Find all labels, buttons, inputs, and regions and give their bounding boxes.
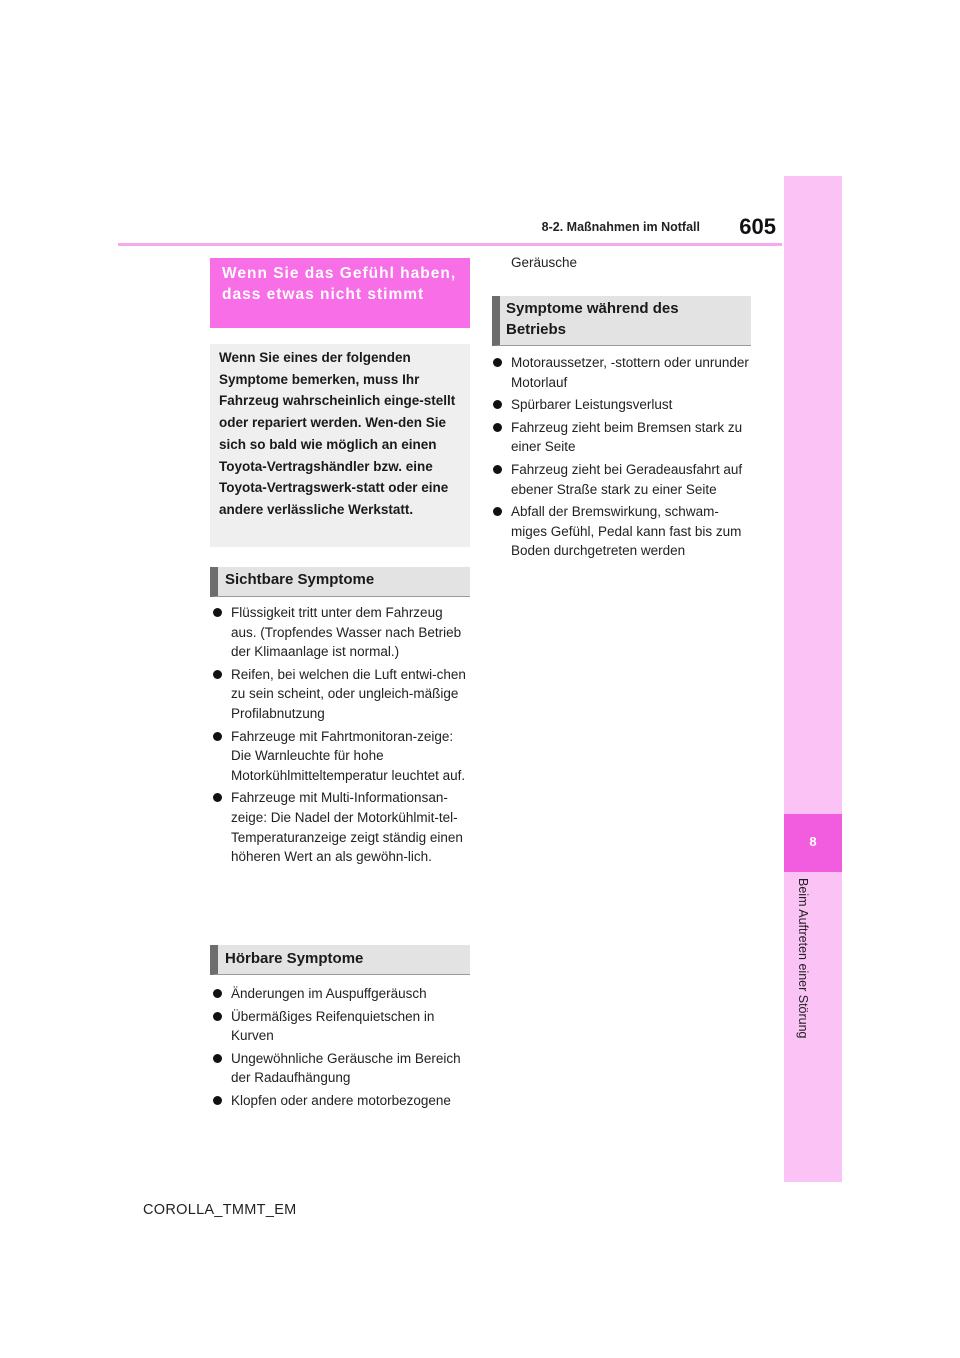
bullet-icon <box>213 793 222 802</box>
bullet-icon <box>213 1054 222 1063</box>
operating-symptoms-header <box>492 296 751 346</box>
operating-symptoms-heading: Symptome während des Betriebs <box>506 300 679 338</box>
visible-symptoms-list <box>212 603 470 870</box>
bullet-icon <box>213 1012 222 1021</box>
page-number: 605 <box>739 214 776 239</box>
bullet-icon <box>493 400 502 409</box>
list-item: Fahrzeug zieht beim Bremsen stark zu einer Seite <box>492 418 750 457</box>
list-item: Klopfen oder andere motorbezogene <box>212 1091 470 1111</box>
bullet-icon <box>493 507 502 516</box>
bullet-icon <box>493 423 502 432</box>
bullet-icon <box>493 358 502 367</box>
header-rule <box>118 243 782 246</box>
visible-symptoms-heading: Sichtbare Symptome <box>225 571 375 588</box>
chapter-title: Beim Auftreten einer Störung <box>796 878 810 1039</box>
visible-symptoms-header <box>210 567 470 597</box>
list-item: Übermäßiges Reifenquietschen in Kurven <box>212 1007 470 1046</box>
bullet-icon <box>213 608 222 617</box>
list-item: Motoraussetzer, -stottern oder unrunder Motorlauf <box>492 353 750 392</box>
list-item: Flüssigkeit tritt unter dem Fahrzeug aus. (Tropfendes Wasser nach Betrieb der Klimaanlage ist normal.) <box>212 603 470 662</box>
document-id: COROLLA_TMMT_EM <box>143 1202 297 1218</box>
list-item: Abfall der Bremswirkung, schwam-miges Gefühl, Pedal kann fast bis zum Boden durchgetreten werden <box>492 502 750 561</box>
bullet-icon <box>213 732 222 741</box>
list-item: Ungewöhnliche Geräusche im Bereich der Radaufhängung <box>212 1049 470 1088</box>
chapter-number: 8 <box>809 834 817 849</box>
audible-symptoms-heading: Hörbare Symptome <box>225 950 364 967</box>
list-item: Spürbarer Leistungsverlust <box>492 395 750 415</box>
audible-symptoms-list <box>212 984 470 1114</box>
list-item: Änderungen im Auspuffgeräusch <box>212 984 470 1004</box>
list-item: Fahrzeug zieht bei Geradeausfahrt auf ebener Straße stark zu einer Seite <box>492 460 750 499</box>
topic-title: Wenn Sie das Gefühl haben, dass etwas nicht stimmt <box>222 265 457 303</box>
list-item: Fahrzeuge mit Fahrtmonitoran-zeige: Die Warnleuchte für hohe Motorkühlmitteltemperatur leuchtet auf. <box>212 727 470 786</box>
list-item: Fahrzeuge mit Multi-Informationsan-zeige: Die Nadel der Motorkühlmit-tel-Temperaturanzeige zeigt ständig einen höheren Wert an als gewöhn-lich. <box>212 788 470 866</box>
chapter-title-vertical <box>796 878 812 1098</box>
bullet-icon <box>213 1096 222 1105</box>
bullet-icon <box>213 670 222 679</box>
list-item: Reifen, bei welchen die Luft entwi-chen zu sein scheint, oder ungleich-mäßige Profilabnutzung <box>212 665 470 724</box>
intro-text: Wenn Sie eines der folgenden Symptome bemerken, muss Ihr Fahrzeug wahrscheinlich einge-stellt oder repariert werden. Wen-den Sie sich so bald wie möglich an einen Toyota-Vertragshändler bzw. eine Toyota-Vertragswerk-statt oder eine andere verlässliche Werkstatt. <box>219 350 456 517</box>
bullet-icon <box>213 989 222 998</box>
audible-symptoms-header <box>210 945 470 975</box>
operating-symptoms-list <box>492 353 750 564</box>
bullet-icon <box>493 465 502 474</box>
continuation-text: Geräusche <box>511 255 578 270</box>
section-header: 8-2. Maßnahmen im Notfall <box>541 220 700 234</box>
chapter-side-tab <box>784 176 842 1182</box>
